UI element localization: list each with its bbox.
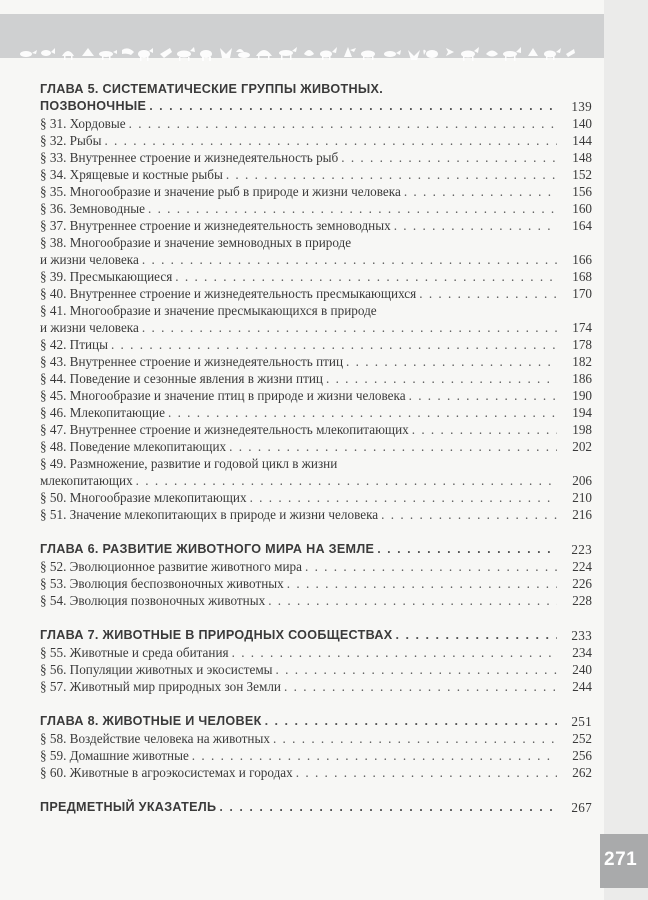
toc-entry[interactable]	[40, 661, 592, 678]
toc-entry[interactable]	[40, 506, 592, 523]
toc-entry[interactable]	[40, 421, 592, 438]
toc-entry[interactable]	[40, 319, 592, 336]
page-ref: 223	[571, 542, 592, 557]
dot-leader	[419, 285, 557, 302]
dot-leader	[404, 183, 557, 200]
page-ref: 168	[572, 269, 592, 284]
chapter-entry[interactable]	[40, 713, 592, 730]
section-title: § 55. Животные и среда обитания	[40, 645, 229, 660]
dot-leader	[149, 98, 557, 115]
toc-entry[interactable]	[40, 730, 592, 747]
toc-entry[interactable]	[40, 558, 592, 575]
dot-leader	[104, 132, 557, 149]
dot-leader	[129, 115, 557, 132]
page-ref: 226	[572, 576, 592, 591]
animal-silhouettes-icon	[18, 42, 578, 62]
dot-leader	[192, 747, 557, 764]
section-title: § 57. Животный мир природных зон Земли	[40, 679, 281, 694]
section-title: § 35. Многообразие и значение рыб в природе и жизни человека	[40, 184, 401, 199]
section-title: § 47. Внутреннее строение и жизнедеятельность млекопитающих	[40, 422, 409, 437]
section-title: § 44. Поведение и сезонные явления в жизни птиц	[40, 371, 323, 386]
toc-entry[interactable]	[40, 149, 592, 166]
section-title: § 52. Эволюционное развитие животного мира	[40, 559, 302, 574]
section-title: § 32. Рыбы	[40, 133, 102, 148]
chapter-entry[interactable]	[40, 98, 592, 115]
page-ref: 144	[572, 133, 592, 148]
page-ref: 228	[572, 593, 592, 608]
page-ref: 252	[572, 731, 592, 746]
dot-leader	[175, 268, 557, 285]
section-title-continued: и жизни человека	[40, 252, 139, 267]
dot-leader	[409, 387, 557, 404]
section-title[interactable]: § 38. Многообразие и значение земноводных в природе	[40, 235, 352, 250]
section-title[interactable]: § 41. Многообразие и значение пресмыкающихся в природе	[40, 303, 377, 318]
chapter-title: ПОЗВОНОЧНЫЕ	[40, 99, 147, 113]
section-title: § 31. Хордовые	[40, 116, 126, 131]
dot-leader	[268, 592, 557, 609]
page-ref: 186	[572, 371, 592, 386]
page-ref: 170	[572, 286, 592, 301]
page-ref: 202	[572, 439, 592, 454]
toc-entry[interactable]	[40, 575, 592, 592]
section-title-continued: и жизни человека	[40, 320, 139, 335]
toc-entry[interactable]	[40, 404, 592, 421]
dot-leader	[229, 438, 557, 455]
dot-leader	[168, 404, 557, 421]
page-ref: 198	[572, 422, 592, 437]
section-title: § 51. Значение млекопитающих в природе и жизни человека	[40, 507, 379, 522]
dot-leader	[148, 200, 557, 217]
dot-leader	[377, 541, 557, 558]
toc-entry[interactable]	[40, 132, 592, 149]
toc-entry[interactable]	[40, 387, 592, 404]
page-ref: 182	[572, 354, 592, 369]
toc-entry[interactable]	[40, 678, 592, 695]
section-title: § 58. Воздействие человека на животных	[40, 731, 270, 746]
dot-leader	[273, 730, 557, 747]
page-ref: 251	[571, 714, 592, 729]
page-ref: 164	[572, 218, 592, 233]
dot-leader	[381, 506, 557, 523]
dot-leader	[219, 799, 557, 816]
toc-entry[interactable]	[40, 764, 592, 781]
section-title[interactable]: § 49. Размножение, развитие и годовой цикл в жизни	[40, 456, 338, 471]
section-title-continued: млекопитающих	[40, 473, 133, 488]
page-ref: 152	[572, 167, 592, 182]
page-ref: 174	[572, 320, 592, 335]
section-title: § 48. Поведение млекопитающих	[40, 439, 227, 454]
table-of-contents	[40, 81, 592, 816]
dot-leader	[394, 217, 557, 234]
toc-entry[interactable]	[40, 336, 592, 353]
toc-entry[interactable]	[40, 268, 592, 285]
toc-entry[interactable]	[40, 644, 592, 661]
dot-leader	[142, 251, 557, 268]
page-ref: 240	[572, 662, 592, 677]
section-title: § 39. Пресмыкающиеся	[40, 269, 173, 284]
chapter-title: ГЛАВА 8. ЖИВОТНЫЕ И ЧЕЛОВЕК	[40, 714, 262, 728]
page-ref: 140	[572, 116, 592, 131]
section-title: § 45. Многообразие и значение птиц в природе и жизни человека	[40, 388, 406, 403]
toc-entry[interactable]	[40, 370, 592, 387]
dot-leader	[232, 644, 557, 661]
toc-entry[interactable]	[40, 251, 592, 268]
chapter-entry[interactable]	[40, 541, 592, 558]
page-ref: 224	[572, 559, 592, 574]
dot-leader	[287, 575, 557, 592]
toc-entry[interactable]	[40, 438, 592, 455]
section-title: § 59. Домашние животные	[40, 748, 189, 763]
section-title: § 53. Эволюция беспозвоночных животных	[40, 576, 284, 591]
toc-entry[interactable]	[40, 353, 592, 370]
dot-leader	[396, 627, 558, 644]
page-ref: 194	[572, 405, 592, 420]
section-title: § 50. Многообразие млекопитающих	[40, 490, 247, 505]
page-ref: 148	[572, 150, 592, 165]
dot-leader	[341, 149, 557, 166]
toc-entry[interactable]	[40, 285, 592, 302]
page-ref: 234	[572, 645, 592, 660]
toc-entry[interactable]	[40, 183, 592, 200]
section-title: § 56. Популяции животных и экосистемы	[40, 662, 273, 677]
page-ref: 190	[572, 388, 592, 403]
dot-leader	[136, 472, 557, 489]
toc-entry[interactable]	[40, 472, 592, 489]
page-ref: 262	[572, 765, 592, 780]
dot-leader	[111, 336, 557, 353]
page-ref: 139	[571, 99, 592, 114]
dot-leader	[250, 489, 557, 506]
page-ref: 244	[572, 679, 592, 694]
toc-entry[interactable]	[40, 115, 592, 132]
dot-leader	[305, 558, 557, 575]
section-title: § 34. Хрящевые и костные рыбы	[40, 167, 223, 182]
header-band	[0, 14, 604, 58]
toc-entry[interactable]	[40, 489, 592, 506]
dot-leader	[412, 421, 557, 438]
section-title: § 37. Внутреннее строение и жизнедеятельность земноводных	[40, 218, 391, 233]
chapter-title: ГЛАВА 7. ЖИВОТНЫЕ В ПРИРОДНЫХ СООБЩЕСТВАХ	[40, 628, 393, 642]
page-ref: 160	[572, 201, 592, 216]
dot-leader	[284, 678, 557, 695]
dot-leader	[346, 353, 557, 370]
page-margin	[604, 0, 648, 900]
chapter-title: ГЛАВА 5. СИСТЕМАТИЧЕСКИЕ ГРУППЫ ЖИВОТНЫХ.	[40, 82, 383, 96]
page-ref: 216	[572, 507, 592, 522]
section-title: § 43. Внутреннее строение и жизнедеятельность птиц	[40, 354, 344, 369]
page-ref: 178	[572, 337, 592, 352]
index-title: ПРЕДМЕТНЫЙ УКАЗАТЕЛЬ	[40, 800, 217, 814]
section-title: § 33. Внутреннее строение и жизнедеятельность рыб	[40, 150, 339, 165]
dot-leader	[296, 764, 557, 781]
toc-entry[interactable]	[40, 747, 592, 764]
dot-leader	[326, 370, 557, 387]
page-ref: 206	[572, 473, 592, 488]
index-entry[interactable]	[40, 799, 592, 816]
section-title: § 60. Животные в агроэкосистемах и городах	[40, 765, 293, 780]
dot-leader	[226, 166, 557, 183]
section-title: § 36. Земноводные	[40, 201, 145, 216]
section-title: § 40. Внутреннее строение и жизнедеятельность пресмыкающихся	[40, 286, 417, 301]
dot-leader	[142, 319, 557, 336]
toc-entry[interactable]	[40, 200, 592, 217]
dot-leader	[276, 661, 557, 678]
toc-entry[interactable]	[40, 592, 592, 609]
dot-leader	[265, 713, 557, 730]
toc-entry[interactable]	[40, 166, 592, 183]
page-ref: 166	[572, 252, 592, 267]
toc-entry[interactable]	[40, 217, 592, 234]
chapter-entry[interactable]	[40, 627, 592, 644]
section-title: § 46. Млекопитающие	[40, 405, 165, 420]
page-ref: 156	[572, 184, 592, 199]
chapter-title: ГЛАВА 6. РАЗВИТИЕ ЖИВОТНОГО МИРА НА ЗЕМЛЕ	[40, 542, 375, 556]
page-ref: 267	[571, 800, 592, 815]
section-title: § 54. Эволюция позвоночных животных	[40, 593, 266, 608]
page-number: 271	[604, 849, 638, 870]
page-ref: 256	[572, 748, 592, 763]
section-title: § 42. Птицы	[40, 337, 108, 352]
page-ref: 210	[572, 490, 592, 505]
page-ref: 233	[571, 628, 592, 643]
